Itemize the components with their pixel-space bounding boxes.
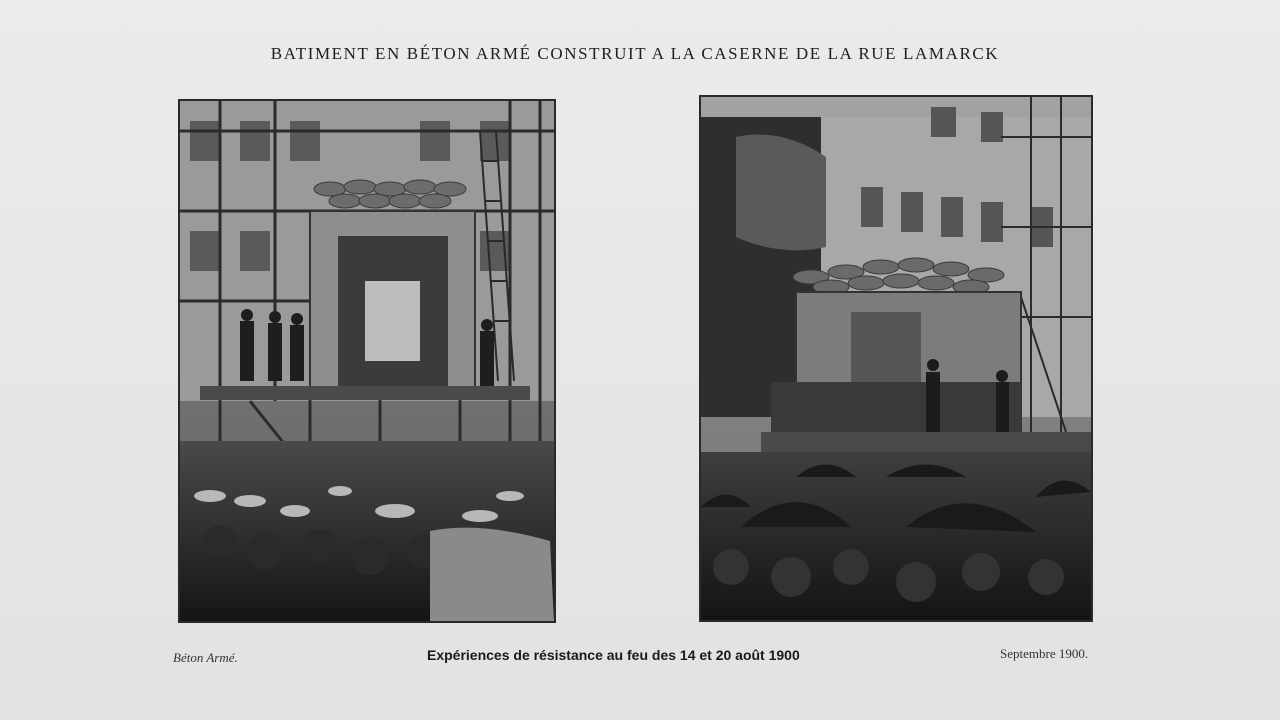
photo-right: [699, 95, 1093, 622]
photo-right-image: [701, 97, 1091, 620]
publication-name: Béton Armé.: [173, 650, 238, 665]
photo-left: [178, 99, 556, 623]
publication-date: Septembre 1900.: [1000, 646, 1089, 661]
plate-caption: Expériences de résistance au feu des 14 et 20 août 1900: [427, 647, 800, 663]
photo-left-image: [180, 101, 554, 621]
caption-row: [0, 646, 1280, 670]
plate-title: BATIMENT EN BÉTON ARMÉ CONSTRUIT A LA CASERNE DE LA RUE LAMARCK: [270, 44, 1000, 63]
